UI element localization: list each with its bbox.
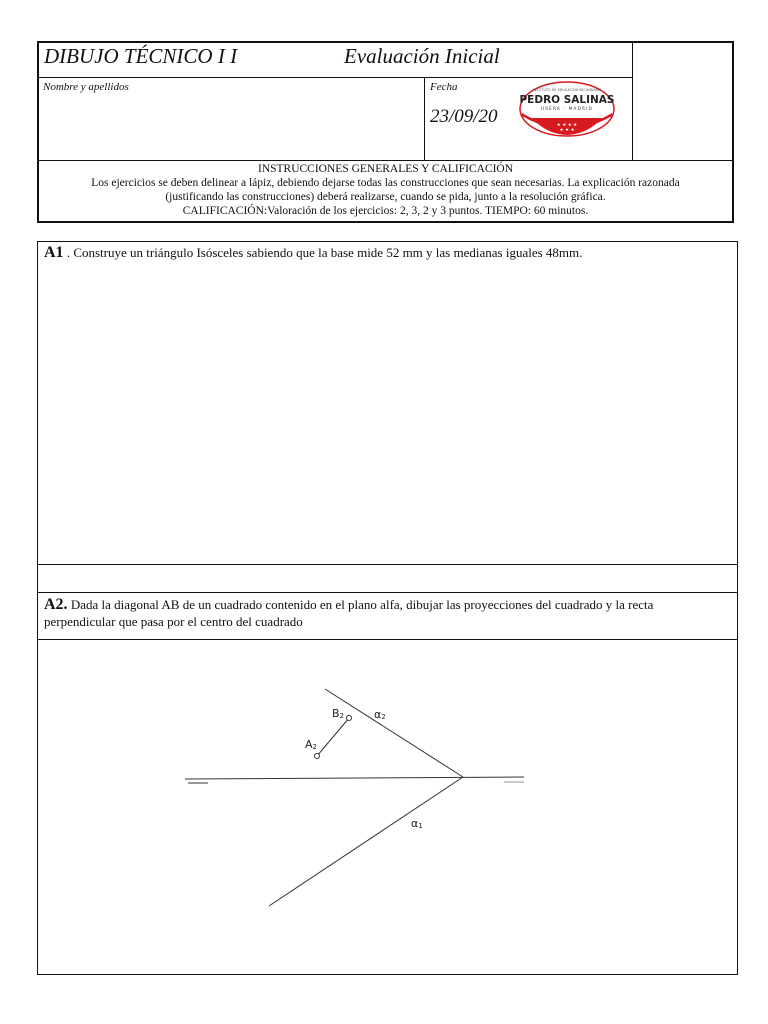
- header-title-right: Evaluación Inicial: [344, 44, 500, 68]
- header-divider-logo-column: [632, 42, 633, 160]
- instructions-line-3: CALIFICACIÓN:Valoración de los ejercicios: 2, 3, 2 y 3 puntos. TIEMPO: 60 minutos.: [182, 205, 589, 217]
- label-alpha1: α1: [411, 817, 423, 830]
- label-b2: B2: [332, 707, 345, 720]
- instructions-title: INSTRUCCIONES GENERALES Y CALIFICACIÓN: [257, 163, 514, 175]
- point-b2: [347, 716, 352, 721]
- date-field-label: Fecha: [430, 81, 458, 93]
- logo-subtitle: USERA - MADRID: [540, 106, 594, 111]
- ground-line: [185, 777, 524, 779]
- header-title-left: DIBUJO TÉCNICO I I: [44, 44, 238, 68]
- exercise-a2-text-line-1: Dada la diagonal AB de un cuadrado contenido en el plano alfa, dibujar las proyecciones del cuadrado y la recta: [67, 597, 654, 612]
- exercise-a1-text: . Construye un triángulo Isósceles sabiendo que la base mide 52 mm y las medianas iguales 48mm.: [63, 245, 583, 260]
- logo-name: PEDRO SALINAS: [519, 94, 615, 106]
- segment-a2-b2: [317, 718, 349, 756]
- label-alpha2: α2: [374, 708, 386, 721]
- trace-alpha1: [269, 777, 463, 906]
- trace-alpha2: [325, 689, 463, 777]
- school-logo: [518, 80, 616, 138]
- logo-stars-row2: ★ ★ ★: [559, 128, 575, 133]
- date-field-value: 23/09/20: [430, 106, 498, 127]
- exercise-a1-statement: [44, 244, 582, 262]
- exercise-a2-number: A2.: [44, 596, 68, 613]
- exercise-a2-text-line-2: perpendicular que pasa por el centro del cuadrado: [44, 614, 303, 629]
- name-field-label: Nombre y apellidos: [43, 81, 129, 93]
- instructions-line-2: (justificando las construcciones) deberá realizarse, cuando se pida, junto a la resolución gráfica.: [165, 191, 606, 203]
- header-divider-instructions: [38, 160, 733, 161]
- exercise-a2-diagram: [38, 640, 737, 974]
- exercise-a2-statement-line-1: [44, 596, 653, 614]
- label-a2: A2: [305, 738, 317, 751]
- exercise-a1-number: A1: [44, 244, 64, 261]
- exercise-a1-bottom-divider: [37, 564, 738, 565]
- instructions-line-1: Los ejercicios se deben delinear a lápiz, debiendo dejarse todas las construcciones que sean necesarias. La explicación razonada: [91, 177, 680, 189]
- name-field[interactable]: [40, 95, 420, 157]
- logo-stars: ★ ★ ★ ★: [556, 123, 578, 128]
- header-divider-date-column: [424, 78, 425, 160]
- header-divider-title: [38, 77, 632, 78]
- exercise-a1-answer-area[interactable]: [40, 266, 735, 562]
- logo-top-text: INSTITUTO DE EDUCACIÓN SECUNDARIA: [532, 88, 602, 92]
- point-a2: [315, 754, 320, 759]
